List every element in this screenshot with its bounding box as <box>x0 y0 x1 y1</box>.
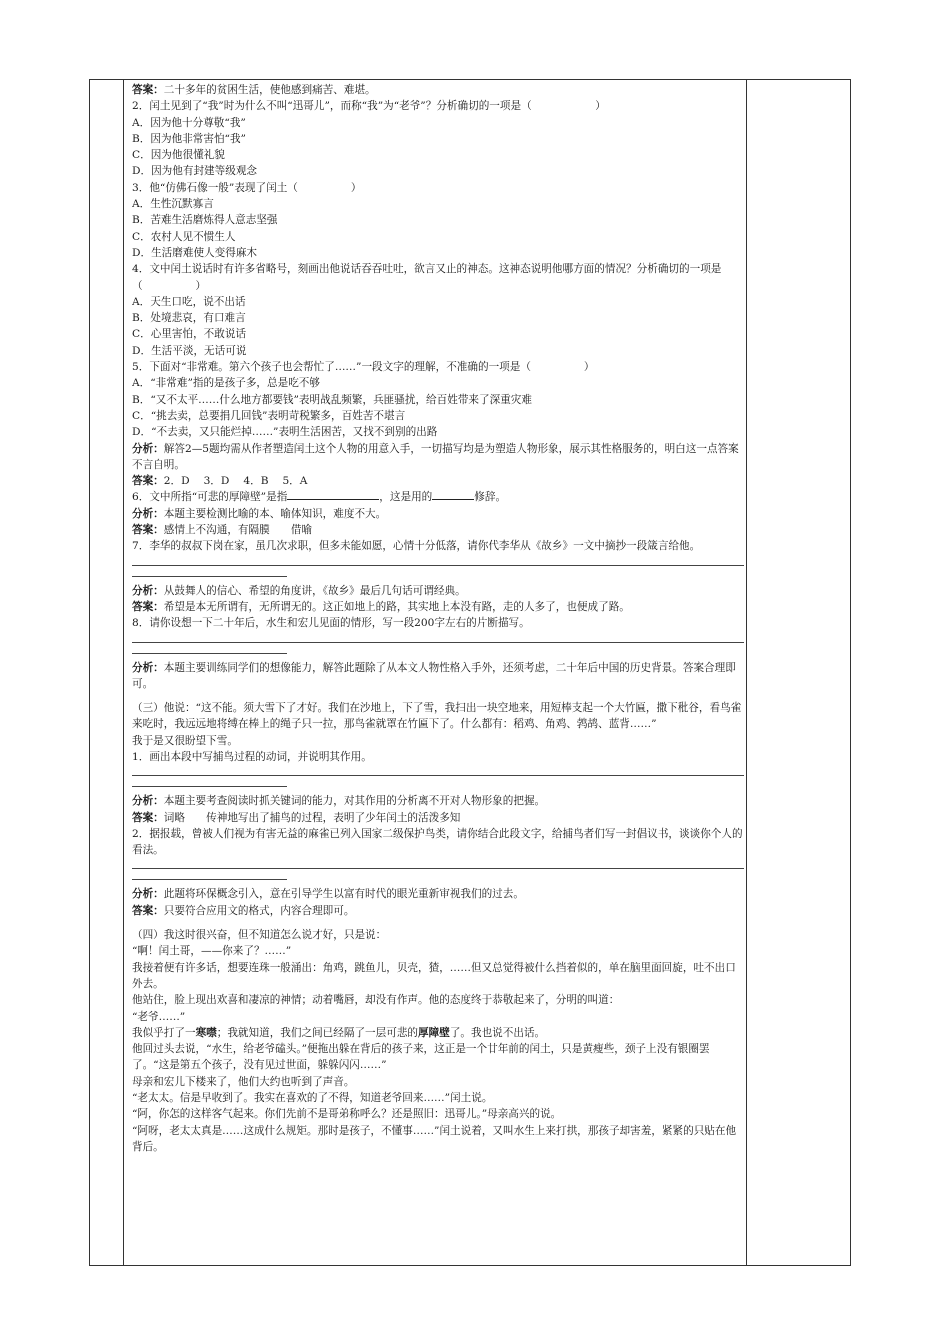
question-6: 6．文中所指“可悲的厚障壁”是指 ，这是用的 修辞。 <box>132 491 507 504</box>
question-4: 4．文中闰土说话时有许多省略号，刻画出他说话吞吞吐吐，欲言又止的神态。这神态说明他哪方面的情况？分析确切的一项是（ ） <box>132 263 722 292</box>
option: A．生性沉默寡言 <box>132 198 214 211</box>
passage-three: （三）他说：“这不能。须大雪下了才好。我们在沙地上，下了雪，我扫出一块空地来，用短棒支起一个大竹匾，撒下秕谷，看鸟雀来吃时，我远远地将缚在棒上的绳子只一拉，那鸟雀就罩在竹匾下了。什么都有：稻鸡、角鸡、鹁鸪、蓝背……” <box>132 702 742 731</box>
passage-line: “老太太。信是早收到了。我实在喜欢的了不得，知道老爷回来……”闰土说。 <box>132 1092 493 1105</box>
answer-writing-line[interactable] <box>132 879 287 880</box>
option: D．“不去卖，又只能烂掉……”表明生活困苦，又找不到别的出路 <box>132 426 438 439</box>
passage-line: “阿，你怎的这样客气起来。你们先前不是哥弟称呼么？还是照旧：迅哥儿。”母亲高兴的说。 <box>132 1108 562 1121</box>
answer-writing-line[interactable] <box>132 775 744 776</box>
question-3-2: 2．据报载，曾被人们视为有害无益的麻雀已列入国家二级保护鸟类，请你结合此段文字，给捕鸟者们写一封倡议书，谈谈你个人的看法。 <box>132 827 743 857</box>
option: B．“又不太平……什么地方都要钱”表明战乱频繁，兵匪骚扰，给百姓带来了深重灾难 <box>132 393 532 406</box>
analysis-line: 分析：本题主要考查阅读时抓关键词的能力，对其作用的分析离不开对人物形象的把握。 <box>132 795 546 808</box>
option: C．“挑去卖，总要捐几回钱”表明苛税繁多，百姓苦不堪言 <box>132 409 406 422</box>
answer-writing-line[interactable] <box>132 868 744 869</box>
worksheet-content <box>132 82 744 1155</box>
answer-line: 答案：二十多年的贫困生活，使他感到痛苦、难堪。 <box>132 84 376 96</box>
worksheet-table <box>89 79 851 1266</box>
question-7: 7．李华的叔叔下岗在家，虽几次求职，但多未能如愿，心情十分低落，请你代李华从《故乡》一文中摘抄一段箴言给他。 <box>132 540 701 553</box>
analysis-line: 分析：解答2—5题均需从作者塑造闰土这个人物的用意入手，一切描写均是为塑造人物形象，展示其性格服务的，明白这一点答案不言自明。 <box>132 442 739 471</box>
answer-writing-line[interactable] <box>132 565 744 566</box>
question-3: 3．他“仿佛石像一般”表现了闰土（ ） <box>132 181 362 194</box>
answer-writing-line[interactable] <box>132 576 287 577</box>
passage-line: 我于是又很盼望下雪。 <box>132 734 238 747</box>
option: D．因为他有封建等级观念 <box>132 165 258 178</box>
fill-blank[interactable] <box>287 489 379 500</box>
question-8: 8．请你设想一下二十年后，水生和宏儿见面的情形，写一段200字左右的片断描写。 <box>132 617 530 630</box>
analysis-line: 分析：从鼓舞人的信心、希望的角度讲，《故乡》最后几句话可谓经典。 <box>132 584 466 597</box>
option: A．“非常难”指的是孩子多，总是吃不够 <box>132 377 320 390</box>
answer-line: 答案：希望是本无所谓有，无所谓无的。这正如地上的路，其实地上本没有路，走的人多了，也便成了路。 <box>132 600 630 613</box>
option: A．因为他十分尊敬“我” <box>132 116 246 129</box>
analysis-line: 分析：此题将环保概念引入，意在引导学生以富有时代的眼光重新审视我们的过去。 <box>132 888 524 901</box>
left-column-divider <box>123 80 124 1265</box>
passage-line: 他站住，脸上现出欢喜和凄凉的神情；动着嘴唇，却没有作声。他的态度终于恭敬起来了，分明的叫道： <box>132 994 620 1007</box>
passage-four: （四）我这时很兴奋，但不知道怎么说才好，只是说： <box>132 929 387 942</box>
passage-line: 我接着便有许多话，想要连珠一般涌出：角鸡，跳鱼儿，贝壳，猹，……但又总觉得被什么挡着似的，单在脑里面回旋，吐不出口外去。 <box>132 961 736 990</box>
fill-blank[interactable] <box>432 489 474 500</box>
passage-line: “啊！闰土哥，——你来了？……” <box>132 945 292 958</box>
answer-writing-line[interactable] <box>132 653 287 654</box>
analysis-line: 分析：本题主要训练同学们的想像能力，解答此题除了从本文人物性格入手外，还须考虑，二十年后中国的历史背景。答案合理即可。 <box>132 661 736 690</box>
answer-line: 答案：2．D 3．D 4．B 5．A <box>132 475 308 488</box>
answer-line: 答案：感情上不沟通，有隔膜 借喻 <box>132 524 313 537</box>
option: D．生活磨难使人变得麻木 <box>132 246 258 259</box>
option: B．因为他非常害怕“我” <box>132 132 246 145</box>
question-2: 2．闰土见到了“我”时为什么不叫“迅哥儿”，而称“我”为“老爷”？分析确切的一项是（ ） <box>132 100 606 113</box>
option: B．苦难生活磨炼得人意志坚强 <box>132 214 278 227</box>
option: C．因为他很懂礼貌 <box>132 149 225 162</box>
answer-writing-line[interactable] <box>132 642 744 643</box>
answer-writing-line[interactable] <box>132 786 287 787</box>
option: C．农村人见不惯生人 <box>132 230 236 243</box>
option: D．生活平淡，无话可说 <box>132 344 247 357</box>
question-5: 5．下面对“非常难。第六个孩子也会帮忙了……”一段文字的理解，不准确的一项是（ ） <box>132 361 595 374</box>
option: C．心里害怕，不敢说话 <box>132 328 247 341</box>
passage-line: 他回过头去说，“水生，给老爷磕头。”便拖出躲在背后的孩子来，这正是一个廿年前的闰土，只是黄瘦些，颈子上没有银圈罢了。“这是第五个孩子，没有见过世面，躲躲闪闪……” <box>132 1043 710 1072</box>
answer-line: 答案：只要符合应用文的格式，内容合理即可。 <box>132 904 355 917</box>
option: B．处境悲哀，有口难言 <box>132 312 246 325</box>
question-3-1: 1．画出本段中写捕鸟过程的动词，并说明其作用。 <box>132 750 372 763</box>
option: A．天生口吃，说不出话 <box>132 295 246 308</box>
right-column-divider <box>746 80 747 1265</box>
analysis-line: 分析：本题主要检测比喻的本、喻体知识，难度不大。 <box>132 507 387 520</box>
passage-line: 我似乎打了一寒噤；我就知道，我们之间已经隔了一层可悲的厚障壁了。我也说不出话。 <box>132 1026 546 1039</box>
passage-line: “阿呀，老太太真是……这成什么规矩。那时是孩子，不懂事……”闰土说着，又叫水生上来打拱，那孩子却害羞，紧紧的只贴在他背后。 <box>132 1124 737 1153</box>
passage-line: 母亲和宏儿下楼来了，他们大约也听到了声音。 <box>132 1075 355 1088</box>
answer-line: 答案：词略 传神地写出了捕鸟的过程，表明了少年闰土的活泼多知 <box>132 811 461 824</box>
passage-line: “老爷……” <box>132 1010 186 1023</box>
